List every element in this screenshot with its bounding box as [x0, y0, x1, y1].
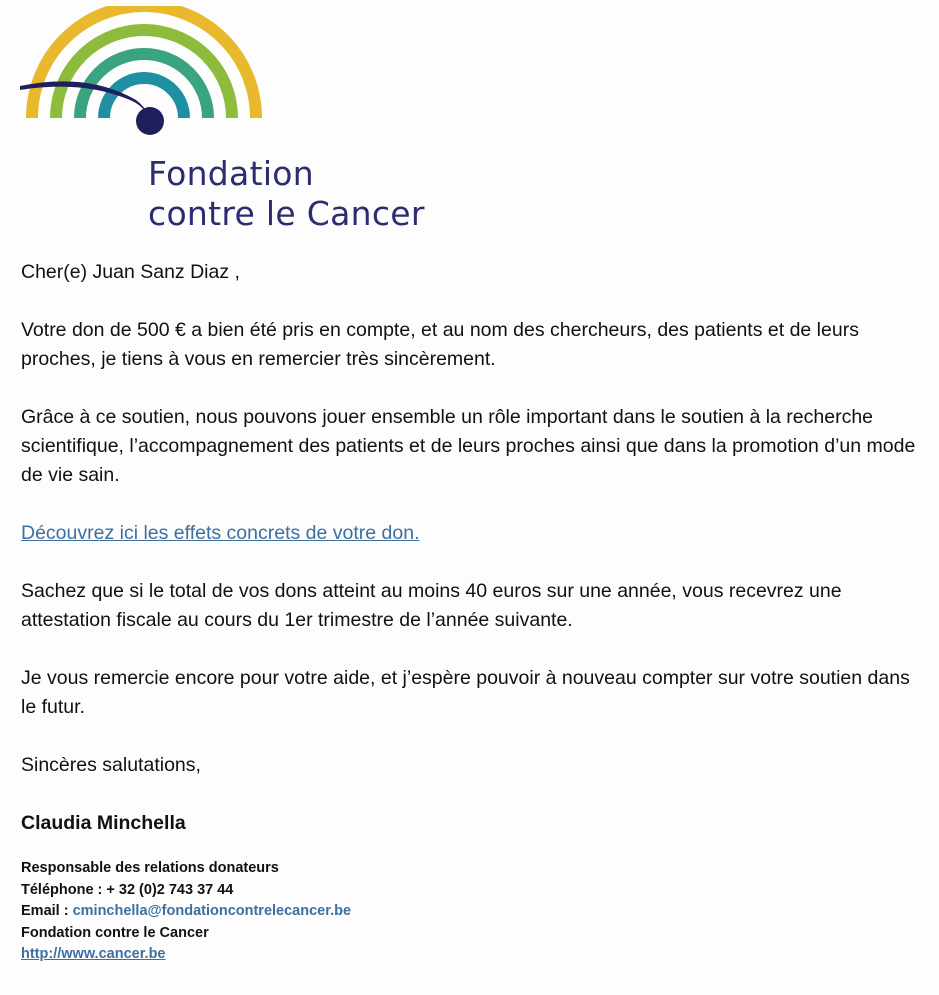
- logo-line-2: contre le Cancer: [148, 194, 425, 233]
- paragraph-donation: Votre don de 500 € a bien été pris en compte, et au nom des chercheurs, des patients et de leurs proches, je tiens à vous en remercier très sincèrement.: [21, 319, 859, 370]
- impact-link-paragraph: [21, 519, 926, 548]
- foundation-logo: [18, 6, 458, 236]
- email-link[interactable]: cminchella@fondationcontrelecancer.be: [72, 903, 352, 919]
- paragraph-tax: Sachez que si le total de vos dons atteint au moins 40 euros sur une année, vous recevrez une attestation fiscale au cours du 1er trimestre de l’année suivante.: [21, 580, 842, 631]
- signatory-organization: Fondation contre le Cancer: [21, 924, 209, 941]
- signatory-phone: Téléphone : + 32 (0)2 743 37 44: [21, 881, 234, 898]
- website-link[interactable]: http://www.cancer.be: [21, 946, 166, 962]
- closing: Sincères salutations,: [21, 754, 201, 776]
- greeting: Cher(e) Juan Sanz Diaz ,: [21, 261, 240, 283]
- signatory-role: Responsable des relations donateurs: [21, 860, 279, 876]
- letter-body: [21, 258, 926, 966]
- paragraph-thanks: Je vous remercie encore pour votre aide, et j’espère pouvoir à nouveau compter sur votre soutien dans le futur.: [21, 667, 910, 718]
- paragraph-support: Grâce à ce soutien, nous pouvons jouer ensemble un rôle important dans le soutien à la recherche scientifique, l’accompagnement des patients et de leurs proches ainsi que dans la promotion d’un mode de vie sain.: [21, 406, 916, 486]
- email-label: Email :: [21, 903, 73, 919]
- signature-block: [21, 858, 926, 966]
- signatory-email-row: [21, 901, 926, 923]
- signatory-name: Claudia Minchella: [21, 812, 186, 834]
- website-row: [21, 944, 926, 966]
- logo-dot: [136, 107, 164, 135]
- logo-arcs-icon: [18, 6, 278, 146]
- logo-arc-yellow: [32, 6, 256, 118]
- logo-line-1: Fondation: [148, 154, 314, 193]
- impact-link[interactable]: Découvrez ici les effets concrets de votre don.: [21, 522, 420, 544]
- logo-wordmark: [148, 154, 425, 234]
